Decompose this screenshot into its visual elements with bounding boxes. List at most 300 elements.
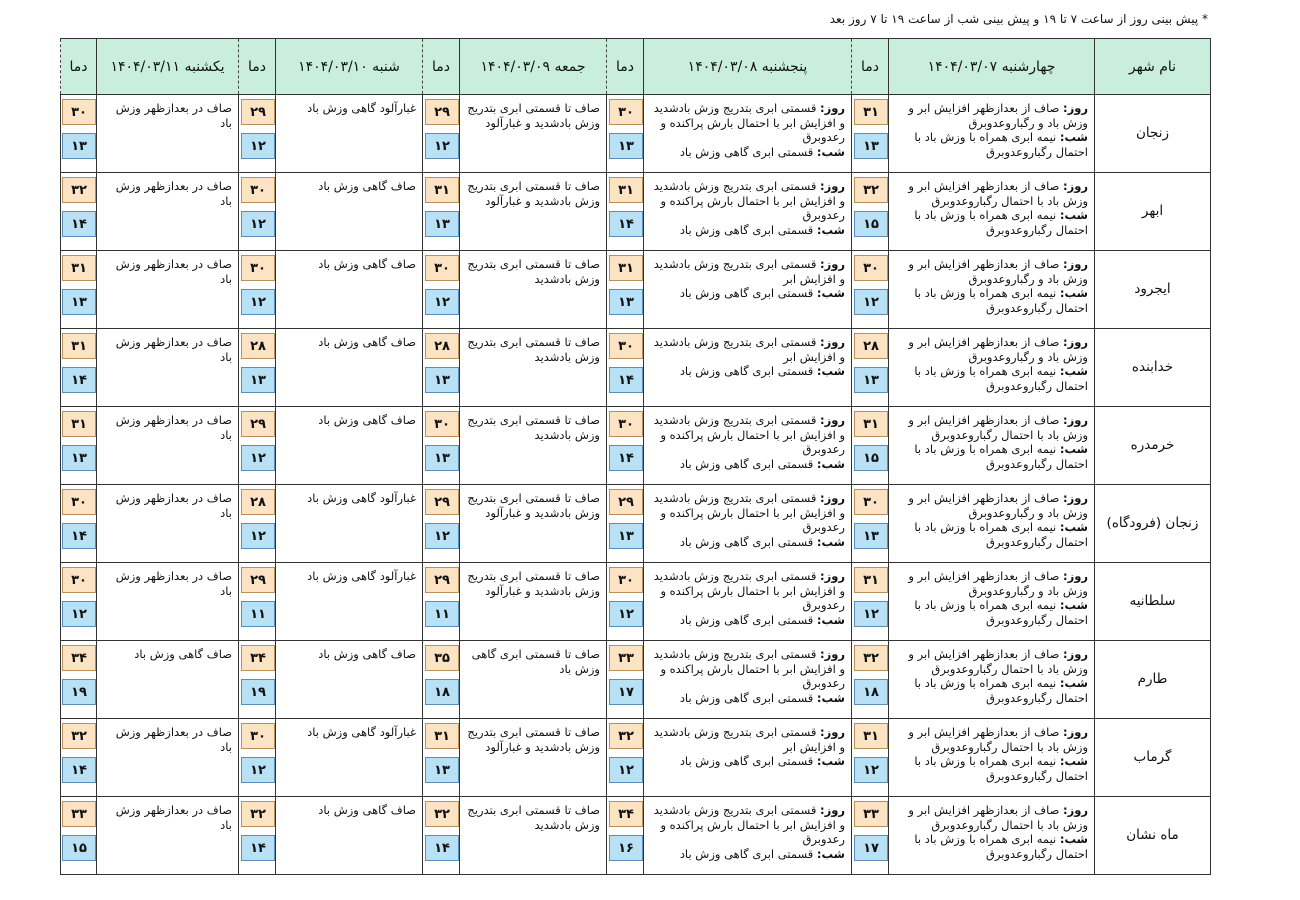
- max-temp: ۲۸: [425, 333, 459, 359]
- forecast-text: [889, 407, 1095, 485]
- temp-cell: [61, 407, 97, 485]
- temp-cell: [239, 407, 276, 485]
- temp-cell: [239, 641, 276, 719]
- night-text: نیمه ابری همراه با وزش باد با احتمال رگباروعدوبرق: [914, 754, 1088, 783]
- day-forecast: [895, 257, 1088, 286]
- temp-cell: [852, 329, 889, 407]
- day-forecast: [650, 101, 845, 145]
- night-label: شب:: [816, 846, 845, 861]
- max-temp: ۳۲: [241, 801, 275, 827]
- night-forecast: [650, 847, 845, 862]
- night-forecast: [895, 130, 1088, 159]
- night-label: شب:: [1059, 598, 1088, 612]
- forecast-text: [889, 329, 1095, 407]
- temp-cell: [61, 485, 97, 563]
- header-temp-2: دما: [607, 39, 644, 95]
- temp-cell: [239, 95, 276, 173]
- min-temp: ۱۸: [854, 679, 888, 705]
- temp-cell: [423, 407, 460, 485]
- night-forecast: [895, 286, 1088, 315]
- max-temp: ۳۰: [609, 99, 643, 125]
- temp-cell: [607, 173, 644, 251]
- day-forecast: [650, 335, 845, 364]
- header-temp-1: دما: [852, 39, 889, 95]
- min-temp: ۱۲: [854, 757, 888, 783]
- forecast-text: [644, 563, 852, 641]
- max-temp: ۲۹: [241, 99, 275, 125]
- night-label: شب:: [1059, 832, 1088, 846]
- temp-cell: [239, 173, 276, 251]
- temp-cell: [423, 719, 460, 797]
- forecast-text: صاف تا قسمتی ابری بتدریج وزش بادشدید و غبارآلود: [460, 563, 607, 641]
- day-label: روز:: [820, 335, 845, 349]
- day-text: قسمتی ابری بتدریج وزش بادشدید و افزایش ابر با احتمال بارش پراکنده و رعدوبرق: [653, 803, 845, 846]
- night-text: نیمه ابری همراه با وزش باد با احتمال رگباروعدوبرق: [914, 676, 1088, 705]
- night-label: شب:: [1059, 676, 1088, 690]
- min-temp: ۱۳: [62, 289, 96, 315]
- temp-cell: [607, 485, 644, 563]
- day-label: روز:: [1063, 101, 1088, 115]
- city-name: ابهر: [1095, 173, 1211, 251]
- forecast-text: صاف تا قسمتی ابری گاهی وزش باد: [460, 641, 607, 719]
- forecast-text: [644, 641, 852, 719]
- min-temp: ۱۳: [241, 367, 275, 393]
- header-temp-5: دما: [61, 39, 97, 95]
- day-forecast: [895, 413, 1088, 442]
- night-text: نیمه ابری همراه با وزش باد با احتمال رگباروعدوبرق: [914, 520, 1088, 549]
- max-temp: ۲۹: [425, 99, 459, 125]
- city-name: زنجان (فرودگاه): [1095, 485, 1211, 563]
- min-temp: ۱۴: [62, 523, 96, 549]
- max-temp: ۳۰: [854, 255, 888, 281]
- header-row: [61, 39, 1211, 95]
- night-forecast: [650, 754, 845, 769]
- city-name: ماه نشان: [1095, 797, 1211, 875]
- max-temp: ۳۵: [425, 645, 459, 671]
- day-forecast: [895, 179, 1088, 208]
- temp-cell: [607, 641, 644, 719]
- night-text: قسمتی ابری گاهی وزش باد: [679, 690, 814, 705]
- night-forecast: [650, 286, 845, 301]
- min-temp: ۱۵: [854, 445, 888, 471]
- night-label: شب:: [1059, 364, 1088, 378]
- min-temp: ۱۲: [241, 289, 275, 315]
- city-name: ایجرود: [1095, 251, 1211, 329]
- forecast-text: [889, 251, 1095, 329]
- city-name: خرمدره: [1095, 407, 1211, 485]
- table-row: [61, 641, 1211, 719]
- max-temp: ۳۱: [854, 567, 888, 593]
- temp-cell: [239, 719, 276, 797]
- day-text: قسمتی ابری بتدریج وزش بادشدید و افزایش ابر: [653, 335, 845, 364]
- forecast-text: صاف در بعدازظهر وزش باد: [97, 485, 239, 563]
- day-forecast: [650, 569, 845, 613]
- max-temp: ۳۳: [62, 801, 96, 827]
- temp-cell: [852, 563, 889, 641]
- temp-cell: [239, 563, 276, 641]
- forecast-text: [644, 719, 852, 797]
- night-text: قسمتی ابری گاهی وزش باد: [679, 286, 814, 300]
- min-temp: ۱۵: [62, 835, 96, 861]
- day-label: روز:: [1063, 491, 1088, 505]
- max-temp: ۳۰: [62, 99, 96, 125]
- max-temp: ۳۲: [62, 723, 96, 749]
- night-label: شب:: [816, 612, 845, 627]
- day-label: روز:: [1063, 647, 1088, 661]
- max-temp: ۳۴: [609, 801, 643, 827]
- day-label: روز:: [1063, 335, 1088, 349]
- forecast-text: صاف در بعدازظهر وزش باد: [97, 719, 239, 797]
- max-temp: ۳۰: [241, 255, 275, 281]
- night-label: شب:: [816, 144, 845, 159]
- forecast-text: صاف تا قسمتی ابری بتدریج وزش بادشدید: [460, 797, 607, 875]
- min-temp: ۱۲: [62, 601, 96, 627]
- table-row: [61, 797, 1211, 875]
- temp-cell: [423, 485, 460, 563]
- forecast-text: صاف تا قسمتی ابری بتدریج وزش بادشدید و غبارآلود: [460, 485, 607, 563]
- night-forecast: [650, 223, 845, 238]
- max-temp: ۳۱: [62, 333, 96, 359]
- city-name: سلطانیه: [1095, 563, 1211, 641]
- max-temp: ۳۱: [854, 99, 888, 125]
- forecast-note: * پیش بینی روز از ساعت ۷ تا ۱۹ و پیش بینی شب از ساعت ۱۹ تا ۷ روز بعد: [829, 12, 1208, 26]
- table-row: [61, 251, 1211, 329]
- max-temp: ۲۸: [854, 333, 888, 359]
- day-text: صاف از بعدازظهر افزایش ابر و وزش باد و رگباروعدوبرق: [908, 335, 1088, 364]
- day-forecast: [895, 803, 1088, 832]
- temp-cell: [852, 407, 889, 485]
- forecast-text: [644, 95, 852, 173]
- header-day-2: پنجشنبه ۱۴۰۴/۰۳/۰۸: [644, 39, 852, 95]
- min-temp: ۱۳: [62, 133, 96, 159]
- forecast-text: [889, 719, 1095, 797]
- forecast-text: صاف در بعدازظهر وزش باد: [97, 173, 239, 251]
- day-label: روز:: [1063, 569, 1088, 583]
- temp-cell: [852, 95, 889, 173]
- night-label: شب:: [1059, 130, 1088, 144]
- temp-cell: [239, 485, 276, 563]
- min-temp: ۱۲: [241, 445, 275, 471]
- day-label: روز:: [1063, 413, 1088, 427]
- forecast-text: صاف گاهی وزش باد: [276, 173, 423, 251]
- min-temp: ۱۳: [854, 367, 888, 393]
- temp-cell: [61, 95, 97, 173]
- temp-cell: [423, 329, 460, 407]
- temp-cell: [239, 251, 276, 329]
- min-temp: ۱۲: [854, 601, 888, 627]
- day-forecast: [650, 257, 845, 286]
- min-temp: ۱۹: [241, 679, 275, 705]
- forecast-text: صاف تا قسمتی ابری بتدریج وزش بادشدید: [460, 407, 607, 485]
- max-temp: ۳۰: [241, 177, 275, 203]
- table-row: [61, 329, 1211, 407]
- forecast-text: صاف گاهی وزش باد: [276, 251, 423, 329]
- max-temp: ۳۰: [854, 489, 888, 515]
- header-city: نام شهر: [1095, 39, 1211, 95]
- max-temp: ۳۰: [609, 567, 643, 593]
- min-temp: ۱۷: [854, 835, 888, 861]
- min-temp: ۱۲: [854, 289, 888, 315]
- temp-cell: [61, 173, 97, 251]
- max-temp: ۳۰: [62, 489, 96, 515]
- day-forecast: [650, 413, 845, 457]
- temp-cell: [852, 719, 889, 797]
- night-text: قسمتی ابری گاهی وزش باد: [679, 534, 814, 549]
- temp-cell: [852, 173, 889, 251]
- night-forecast: [895, 598, 1088, 627]
- city-name: طارم: [1095, 641, 1211, 719]
- day-forecast: [895, 647, 1088, 676]
- day-text: صاف از بعدازظهر افزایش ابر و وزش باد با احتمال رگباروعدوبرق: [908, 413, 1088, 442]
- temp-cell: [852, 485, 889, 563]
- day-text: قسمتی ابری بتدریج وزش بادشدید و افزایش ابر با احتمال بارش پراکنده و رعدوبرق: [653, 179, 845, 222]
- header-day-3: جمعه ۱۴۰۴/۰۳/۰۹: [460, 39, 607, 95]
- day-text: قسمتی ابری بتدریج وزش بادشدید و افزایش ابر با احتمال بارش پراکنده و رعدوبرق: [653, 569, 845, 612]
- min-temp: ۱۴: [609, 211, 643, 237]
- min-temp: ۱۲: [425, 289, 459, 315]
- day-forecast: [895, 725, 1088, 754]
- min-temp: ۱۴: [241, 835, 275, 861]
- day-text: قسمتی ابری بتدریج وزش بادشدید و افزایش ابر: [653, 257, 845, 286]
- min-temp: ۱۲: [425, 523, 459, 549]
- temp-cell: [61, 563, 97, 641]
- night-text: قسمتی ابری گاهی وزش باد: [679, 846, 814, 861]
- max-temp: ۳۲: [854, 645, 888, 671]
- night-forecast: [650, 613, 845, 628]
- max-temp: ۲۹: [241, 567, 275, 593]
- forecast-text: [644, 485, 852, 563]
- night-text: قسمتی ابری گاهی وزش باد: [679, 612, 814, 627]
- day-label: روز:: [820, 491, 845, 505]
- max-temp: ۳۱: [854, 411, 888, 437]
- night-forecast: [650, 364, 845, 379]
- min-temp: ۱۲: [609, 601, 643, 627]
- min-temp: ۱۳: [609, 523, 643, 549]
- night-label: شب:: [1059, 208, 1088, 222]
- day-label: روز:: [820, 413, 845, 427]
- day-forecast: [895, 569, 1088, 598]
- night-text: قسمتی ابری گاهی وزش باد: [679, 456, 814, 471]
- forecast-text: صاف گاهی وزش باد: [276, 797, 423, 875]
- forecast-text: غبارآلود گاهی وزش باد: [276, 563, 423, 641]
- forecast-text: صاف در بعدازظهر وزش باد: [97, 407, 239, 485]
- max-temp: ۳۱: [62, 255, 96, 281]
- temp-cell: [61, 251, 97, 329]
- max-temp: ۳۲: [62, 177, 96, 203]
- min-temp: ۱۴: [62, 367, 96, 393]
- max-temp: ۳۰: [609, 411, 643, 437]
- min-temp: ۱۱: [241, 601, 275, 627]
- max-temp: ۲۹: [609, 489, 643, 515]
- city-name: خدابنده: [1095, 329, 1211, 407]
- max-temp: ۳۰: [425, 255, 459, 281]
- min-temp: ۱۴: [62, 211, 96, 237]
- min-temp: ۱۷: [609, 679, 643, 705]
- header-day-4: شنبه ۱۴۰۴/۰۳/۱۰: [276, 39, 423, 95]
- temp-cell: [852, 641, 889, 719]
- night-label: شب:: [816, 286, 845, 300]
- night-label: شب:: [816, 534, 845, 549]
- min-temp: ۱۳: [609, 289, 643, 315]
- forecast-text: غبارآلود گاهی وزش باد: [276, 719, 423, 797]
- max-temp: ۳۲: [854, 177, 888, 203]
- max-temp: ۳۱: [425, 723, 459, 749]
- day-forecast: [650, 491, 845, 535]
- day-label: روز:: [1063, 803, 1088, 817]
- temp-cell: [423, 251, 460, 329]
- min-temp: ۱۲: [425, 133, 459, 159]
- day-text: صاف از بعدازظهر افزایش ابر و وزش باد و رگباروعدوبرق: [908, 101, 1088, 130]
- day-forecast: [650, 725, 845, 754]
- min-temp: ۱۴: [425, 835, 459, 861]
- forecast-text: [889, 95, 1095, 173]
- day-label: روز:: [820, 179, 845, 193]
- max-temp: ۳۴: [62, 645, 96, 671]
- min-temp: ۱۲: [241, 523, 275, 549]
- forecast-text: صاف تا قسمتی ابری بتدریج وزش بادشدید و غبارآلود: [460, 173, 607, 251]
- forecast-text: [889, 563, 1095, 641]
- city-name: گرماب: [1095, 719, 1211, 797]
- min-temp: ۱۶: [609, 835, 643, 861]
- forecast-text: غبارآلود گاهی وزش باد: [276, 95, 423, 173]
- forecast-text: صاف گاهی وزش باد: [276, 641, 423, 719]
- day-text: قسمتی ابری بتدریج وزش بادشدید و افزایش ابر: [653, 725, 845, 754]
- night-text: نیمه ابری همراه با وزش باد با احتمال رگباروعدوبرق: [914, 208, 1088, 237]
- forecast-text: [889, 641, 1095, 719]
- night-text: قسمتی ابری گاهی وزش باد: [679, 144, 814, 159]
- night-forecast: [650, 457, 845, 472]
- day-text: صاف از بعدازظهر افزایش ابر و وزش باد با احتمال رگباروعدوبرق: [908, 803, 1088, 832]
- day-label: روز:: [1063, 257, 1088, 271]
- day-forecast: [650, 803, 845, 847]
- day-text: صاف از بعدازظهر افزایش ابر و وزش باد با احتمال رگباروعدوبرق: [908, 647, 1088, 676]
- table-row: [61, 407, 1211, 485]
- night-label: شب:: [816, 754, 845, 768]
- temp-cell: [607, 797, 644, 875]
- forecast-text: صاف در بعدازظهر وزش باد: [97, 329, 239, 407]
- night-forecast: [895, 832, 1088, 861]
- night-text: نیمه ابری همراه با وزش باد با احتمال رگباروعدوبرق: [914, 598, 1088, 627]
- forecast-text: صاف تا قسمتی ابری بتدریج وزش بادشدید: [460, 251, 607, 329]
- max-temp: ۳۲: [609, 723, 643, 749]
- forecast-text: صاف تا قسمتی ابری بتدریج وزش بادشدید: [460, 329, 607, 407]
- header-temp-3: دما: [423, 39, 460, 95]
- forecast-text: [889, 173, 1095, 251]
- max-temp: ۳۰: [62, 567, 96, 593]
- max-temp: ۳۱: [854, 723, 888, 749]
- night-forecast: [895, 754, 1088, 783]
- forecast-text: صاف گاهی وزش باد: [276, 329, 423, 407]
- night-text: نیمه ابری همراه با وزش باد با احتمال رگباروعدوبرق: [914, 130, 1088, 159]
- forecast-text: [644, 407, 852, 485]
- min-temp: ۱۳: [425, 367, 459, 393]
- day-label: روز:: [820, 569, 845, 583]
- forecast-text: [644, 329, 852, 407]
- header-day-1: چهارشنبه ۱۴۰۴/۰۳/۰۷: [889, 39, 1095, 95]
- night-label: شب:: [816, 690, 845, 705]
- max-temp: ۳۱: [425, 177, 459, 203]
- max-temp: ۳۴: [241, 645, 275, 671]
- min-temp: ۱۳: [425, 211, 459, 237]
- day-text: صاف از بعدازظهر افزایش ابر و وزش باد با احتمال رگباروعدوبرق: [908, 179, 1088, 208]
- day-forecast: [895, 101, 1088, 130]
- temp-cell: [239, 797, 276, 875]
- min-temp: ۱۹: [62, 679, 96, 705]
- day-label: روز:: [820, 257, 845, 271]
- day-forecast: [895, 335, 1088, 364]
- day-text: صاف از بعدازظهر افزایش ابر و وزش باد با احتمال رگباروعدوبرق: [908, 725, 1088, 754]
- forecast-text: صاف تا قسمتی ابری بتدریج وزش بادشدید و غبارآلود: [460, 95, 607, 173]
- night-forecast: [650, 691, 845, 706]
- forecast-body: [61, 95, 1211, 875]
- min-temp: ۱۴: [609, 445, 643, 471]
- temp-cell: [61, 329, 97, 407]
- table-row: [61, 485, 1211, 563]
- max-temp: ۳۰: [241, 723, 275, 749]
- night-label: شب:: [816, 222, 845, 237]
- min-temp: ۱۲: [241, 211, 275, 237]
- temp-cell: [61, 641, 97, 719]
- header-day-5: یکشنبه ۱۴۰۴/۰۳/۱۱: [97, 39, 239, 95]
- max-temp: ۲۹: [241, 411, 275, 437]
- forecast-text: [889, 485, 1095, 563]
- temp-cell: [607, 407, 644, 485]
- max-temp: ۳۰: [425, 411, 459, 437]
- temp-cell: [607, 95, 644, 173]
- temp-cell: [423, 563, 460, 641]
- max-temp: ۳۱: [62, 411, 96, 437]
- max-temp: ۳۱: [609, 255, 643, 281]
- forecast-text: صاف در بعدازظهر وزش باد: [97, 251, 239, 329]
- temp-cell: [607, 329, 644, 407]
- max-temp: ۲۸: [241, 489, 275, 515]
- day-label: روز:: [820, 647, 845, 661]
- min-temp: ۱۳: [609, 133, 643, 159]
- night-forecast: [895, 208, 1088, 237]
- max-temp: ۲۸: [241, 333, 275, 359]
- temp-cell: [61, 719, 97, 797]
- table-row: [61, 719, 1211, 797]
- night-text: نیمه ابری همراه با وزش باد با احتمال رگباروعدوبرق: [914, 442, 1088, 471]
- forecast-text: [644, 173, 852, 251]
- day-text: قسمتی ابری بتدریج وزش بادشدید و افزایش ابر با احتمال بارش پراکنده و رعدوبرق: [653, 101, 845, 144]
- day-text: صاف از بعدازظهر افزایش ابر و وزش باد و رگباروعدوبرق: [908, 569, 1088, 598]
- max-temp: ۳۳: [609, 645, 643, 671]
- min-temp: ۱۲: [241, 133, 275, 159]
- night-text: قسمتی ابری گاهی وزش باد: [679, 222, 814, 237]
- temp-cell: [423, 173, 460, 251]
- min-temp: ۱۳: [62, 445, 96, 471]
- day-text: قسمتی ابری بتدریج وزش بادشدید و افزایش ابر با احتمال بارش پراکنده و رعدوبرق: [653, 491, 845, 534]
- table-row: [61, 563, 1211, 641]
- night-forecast: [895, 364, 1088, 393]
- forecast-text: صاف در بعدازظهر وزش باد: [97, 95, 239, 173]
- night-text: قسمتی ابری گاهی وزش باد: [679, 754, 814, 768]
- temp-cell: [852, 251, 889, 329]
- table-row: [61, 95, 1211, 173]
- day-forecast: [895, 491, 1088, 520]
- temp-cell: [239, 329, 276, 407]
- day-text: قسمتی ابری بتدریج وزش بادشدید و افزایش ابر با احتمال بارش پراکنده و رعدوبرق: [653, 647, 845, 690]
- min-temp: ۱۳: [425, 757, 459, 783]
- forecast-text: [889, 797, 1095, 875]
- day-text: صاف از بعدازظهر افزایش ابر و وزش باد و رگباروعدوبرق: [908, 257, 1088, 286]
- min-temp: ۱۱: [425, 601, 459, 627]
- temp-cell: [61, 797, 97, 875]
- night-forecast: [895, 520, 1088, 549]
- min-temp: ۱۵: [854, 211, 888, 237]
- forecast-text: [644, 797, 852, 875]
